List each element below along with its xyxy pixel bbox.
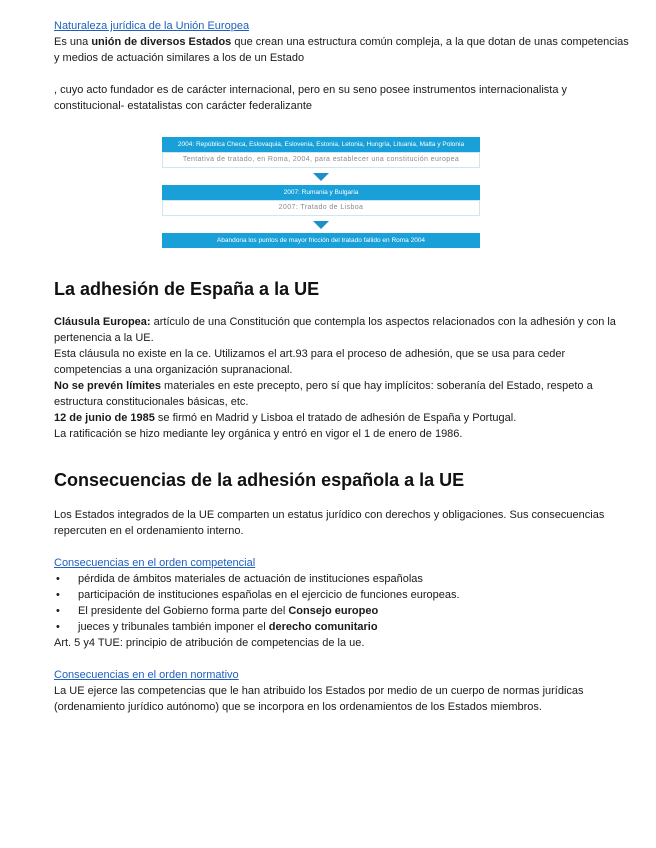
- diagram-bar-abandona: Abandona los puntos de mayor fricción del tratado fallido en Roma 2004: [162, 233, 480, 248]
- paragraph-limites: No se prevén límites materiales en este precepto, pero sí que hay implícitos: soberanía del Estado, respeto a estructura constitucionales básicas, etc.: [54, 380, 593, 408]
- list-item: • participación de instituciones españolas en el ejercicio de funciones europeas.: [54, 587, 632, 603]
- paragraph-definition: Es una unión de diversos Estados que crean una estructura común compleja, a la que dotan de unas competencias y medios de actuación similares a los de un Estado: [54, 36, 629, 64]
- link-naturaleza-juridica[interactable]: Naturaleza jurídica de la Unión Europea: [54, 20, 250, 32]
- paragraph-tratado-1985: 12 de junio de 1985 se firmó en Madrid y Lisboa el tratado de adhesión de España y Portugal.: [54, 412, 517, 424]
- document-page: [54, 18, 632, 715]
- list-consecuencias-competencial: [54, 571, 632, 635]
- diagram-bar-2007: 2007: Rumania y Bulgaria: [162, 185, 480, 200]
- link-orden-competencial[interactable]: Consecuencias en el orden competencial: [54, 557, 256, 569]
- list-item: • El presidente del Gobierno forma parte del Consejo europeo: [54, 603, 632, 619]
- paragraph-ordenamiento-autonomo: La UE ejerce las competencias que le han atribuido los Estados por medio de un cuerpo de normas jurídicas (ordenamiento jurídico autónomo) que se incorpora en los ordenamientos de los Estados miembros.: [54, 685, 584, 713]
- paragraph-acto-fundador: , cuyo acto fundador es de carácter internacional, pero en su seno posee instrumentos internacionalista y constitucional- estatalistas con carácter federalizante: [54, 84, 568, 112]
- paragraph-art5-tue: Art. 5 y4 TUE: principio de atribución de competencias de la ue.: [54, 637, 365, 649]
- diagram-box-tentativa: Tentativa de tratado, en Roma, 2004, para establecer una constitución europea: [162, 152, 480, 168]
- arrow-down-icon: [313, 173, 329, 181]
- diagram-bar-2004: 2004: República Checa, Eslovaquia, Eslovenia, Estonia, Letonia, Hungría, Lituania, Malta y Polonia: [162, 137, 480, 152]
- heading-adhesion-espana: La adhesión de España a la UE: [54, 279, 320, 299]
- diagram-box-lisboa: 2007: Tratado de Lisboa: [162, 200, 480, 216]
- bold-union-estados: unión de diversos Estados: [91, 36, 232, 48]
- paragraph-estatus-juridico: Los Estados integrados de la UE comparten un estatus jurídico con derechos y obligaciones. Sus consecuencias repercuten en el ordenamiento interno.: [54, 509, 605, 537]
- list-item: • pérdida de ámbitos materiales de actuación de instituciones españolas: [54, 571, 632, 587]
- heading-consecuencias: Consecuencias de la adhesión española a la UE: [54, 470, 465, 490]
- list-item: • jueces y tribunales también imponer el derecho comunitario: [54, 619, 632, 635]
- paragraph-ratificacion: La ratificación se hizo mediante ley orgánica y entró en vigor el 1 de enero de 1986.: [54, 428, 463, 440]
- paragraph-clausula-europea: Cláusula Europea: artículo de una Constitución que contempla los aspectos relacionados con la adhesión y con la pertenencia a la UE.: [54, 316, 616, 344]
- history-diagram: [162, 137, 480, 248]
- link-orden-normativo[interactable]: Consecuencias en el orden normativo: [54, 669, 239, 681]
- paragraph-art93: Esta cláusula no existe en la ce. Utilizamos el art.93 para el proceso de adhesión, que se usa para ceder competencias a una organización supranacional.: [54, 348, 566, 376]
- arrow-down-icon: [313, 221, 329, 229]
